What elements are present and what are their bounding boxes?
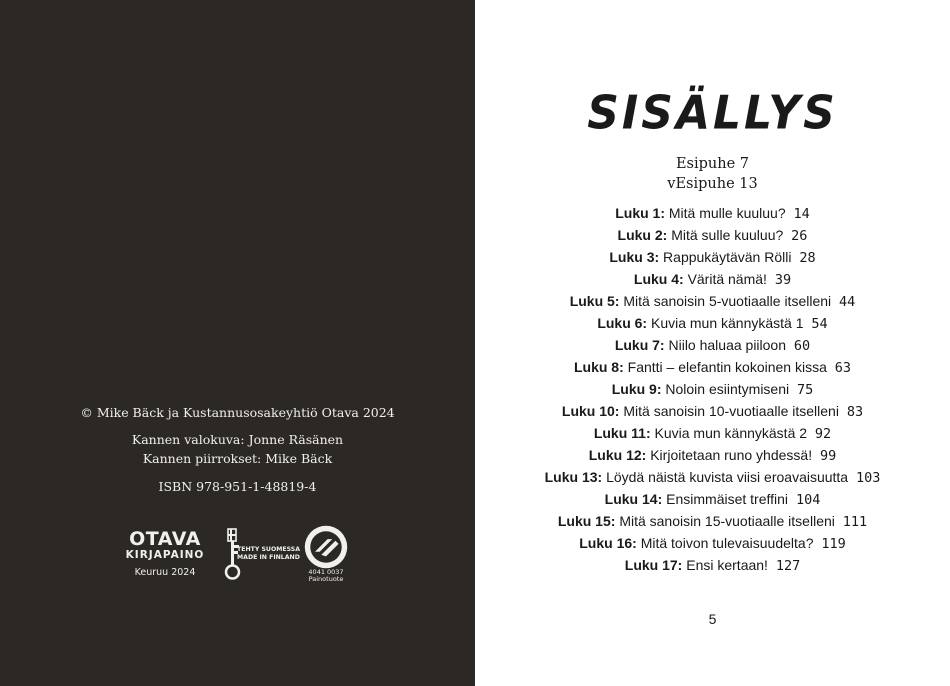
chapter-label: Luku 1: bbox=[615, 205, 665, 221]
toc-entry bbox=[475, 291, 950, 313]
page-number: 5 bbox=[708, 611, 717, 627]
toc-entry bbox=[475, 269, 950, 291]
chapter-label: Luku 4: bbox=[633, 271, 684, 287]
toc-entry bbox=[475, 379, 950, 401]
swan-label: Painotuote bbox=[308, 575, 344, 583]
otava-place: Keuruu 2024 bbox=[134, 567, 196, 578]
chapter-title: Mitä mulle kuuluu? bbox=[668, 205, 786, 221]
chapter-title: Mitä sanoisin 10-vuotiaalle itselleni bbox=[623, 403, 839, 419]
otava-sub: KIRJAPAINO bbox=[125, 549, 205, 561]
swan-ecolabel-icon bbox=[298, 525, 354, 569]
chapter-page: 14 bbox=[793, 206, 810, 222]
cover-drawings-credit: Kannen piirrokset: Mike Bäck bbox=[142, 451, 333, 466]
toc-entry bbox=[475, 225, 950, 247]
key-flag-text: TEHTY SUOMESSA MADE IN FINLAND bbox=[237, 546, 301, 561]
chapter-title: Ensi kertaan! bbox=[686, 557, 768, 573]
preface-item: Esipuhe 7 bbox=[675, 156, 750, 172]
chapter-page: 28 bbox=[799, 250, 816, 266]
chapter-title: Mitä toivon tulevaisuudelta? bbox=[640, 535, 814, 551]
otava-logo bbox=[124, 529, 206, 578]
chapter-label: Luku 3: bbox=[609, 249, 660, 265]
chapter-page: 83 bbox=[846, 404, 864, 420]
chapter-label: Luku 2: bbox=[617, 227, 668, 243]
chapter-label: Luku 15: bbox=[557, 513, 616, 529]
chapter-title: Mitä sanoisin 15-vuotiaalle itselleni bbox=[619, 513, 835, 529]
swan-code: 4041 0037 bbox=[308, 568, 344, 576]
toc-entry bbox=[475, 489, 950, 511]
toc-entry bbox=[475, 445, 950, 467]
chapter-title: Noloin esiintymiseni bbox=[665, 381, 790, 397]
chapter-page: 75 bbox=[797, 382, 814, 398]
chapter-page: 104 bbox=[795, 492, 821, 508]
logos-row bbox=[0, 525, 475, 595]
chapter-title: Rappukäytävän Rölli bbox=[663, 249, 792, 265]
chapter-title: Fantti – elefantin kokoinen kissa bbox=[627, 359, 827, 375]
credits-block bbox=[0, 430, 475, 468]
chapter-page: 39 bbox=[774, 272, 792, 288]
toc-entry bbox=[475, 357, 950, 379]
cover-photo-credit: Kannen valokuva: Jonne Räsänen bbox=[131, 432, 344, 447]
toc-entry bbox=[475, 555, 950, 577]
chapter-label: Luku 11: bbox=[593, 425, 651, 441]
chapter-page: 127 bbox=[775, 558, 801, 574]
toc-entry bbox=[475, 423, 950, 445]
preface-item: vEsipuhe 13 bbox=[667, 176, 758, 192]
chapter-label: Luku 16: bbox=[579, 535, 637, 551]
chapter-title: Mitä sanoisin 5-vuotiaalle itselleni bbox=[623, 293, 832, 309]
chapter-title: Kirjoitetaan runo yhdessä! bbox=[650, 447, 813, 463]
chapter-page: 44 bbox=[839, 294, 856, 310]
chapter-page: 63 bbox=[834, 360, 852, 376]
chapter-title: Löydä näistä kuvista viisi eroavaisuutta bbox=[606, 469, 849, 485]
chapter-label: Luku 12: bbox=[588, 447, 647, 463]
page-title: SISÄLLYS bbox=[587, 86, 838, 141]
chapter-page: 103 bbox=[856, 470, 881, 486]
chapter-label: Luku 14: bbox=[604, 491, 663, 507]
copyright-block bbox=[0, 403, 475, 422]
chapter-page: 26 bbox=[791, 228, 808, 244]
chapter-title: Niilo haluaa piiloon bbox=[668, 337, 787, 353]
chapter-page: 111 bbox=[842, 514, 868, 530]
chapter-page: 99 bbox=[819, 448, 837, 464]
chapter-label: Luku 10: bbox=[561, 403, 620, 419]
isbn: ISBN 978-951-1-48819-4 bbox=[158, 479, 317, 494]
chapter-label: Luku 9: bbox=[611, 381, 662, 397]
chapter-title: Ensimmäiset treffini bbox=[666, 491, 789, 507]
toc-entry bbox=[475, 533, 950, 555]
chapter-title: Kuvia mun kännykästä 2 bbox=[654, 425, 808, 441]
key-flag-logo bbox=[222, 527, 301, 581]
toc-entry bbox=[475, 467, 950, 489]
chapter-page: 54 bbox=[811, 316, 828, 332]
chapter-title: Mitä sulle kuuluu? bbox=[671, 227, 784, 243]
chapter-label: Luku 17: bbox=[624, 557, 683, 573]
table-of-contents bbox=[475, 203, 950, 577]
preface-list bbox=[475, 154, 950, 194]
chapter-page: 60 bbox=[793, 338, 811, 354]
swan-ecolabel bbox=[296, 525, 356, 587]
copyright-line: © Mike Bäck ja Kustannusosakeyhtiö Otava 2024 bbox=[80, 405, 395, 420]
chapter-title: Väritä nämä! bbox=[687, 271, 767, 287]
chapter-label: Luku 5: bbox=[569, 293, 620, 309]
right-page bbox=[475, 0, 950, 686]
chapter-page: 92 bbox=[814, 426, 832, 442]
toc-entry bbox=[475, 203, 950, 225]
toc-entry bbox=[475, 401, 950, 423]
chapter-label: Luku 6: bbox=[597, 315, 648, 331]
toc-entry bbox=[475, 511, 950, 533]
chapter-title: Kuvia mun kännykästä 1 bbox=[650, 315, 804, 331]
toc-entry bbox=[475, 335, 950, 357]
toc-entry bbox=[475, 247, 950, 269]
chapter-label: Luku 7: bbox=[614, 337, 665, 353]
toc-entry bbox=[475, 313, 950, 335]
chapter-page: 119 bbox=[821, 536, 846, 552]
otava-name: OTAVA bbox=[129, 528, 201, 550]
chapter-label: Luku 13: bbox=[544, 469, 603, 485]
chapter-label: Luku 8: bbox=[573, 359, 624, 375]
